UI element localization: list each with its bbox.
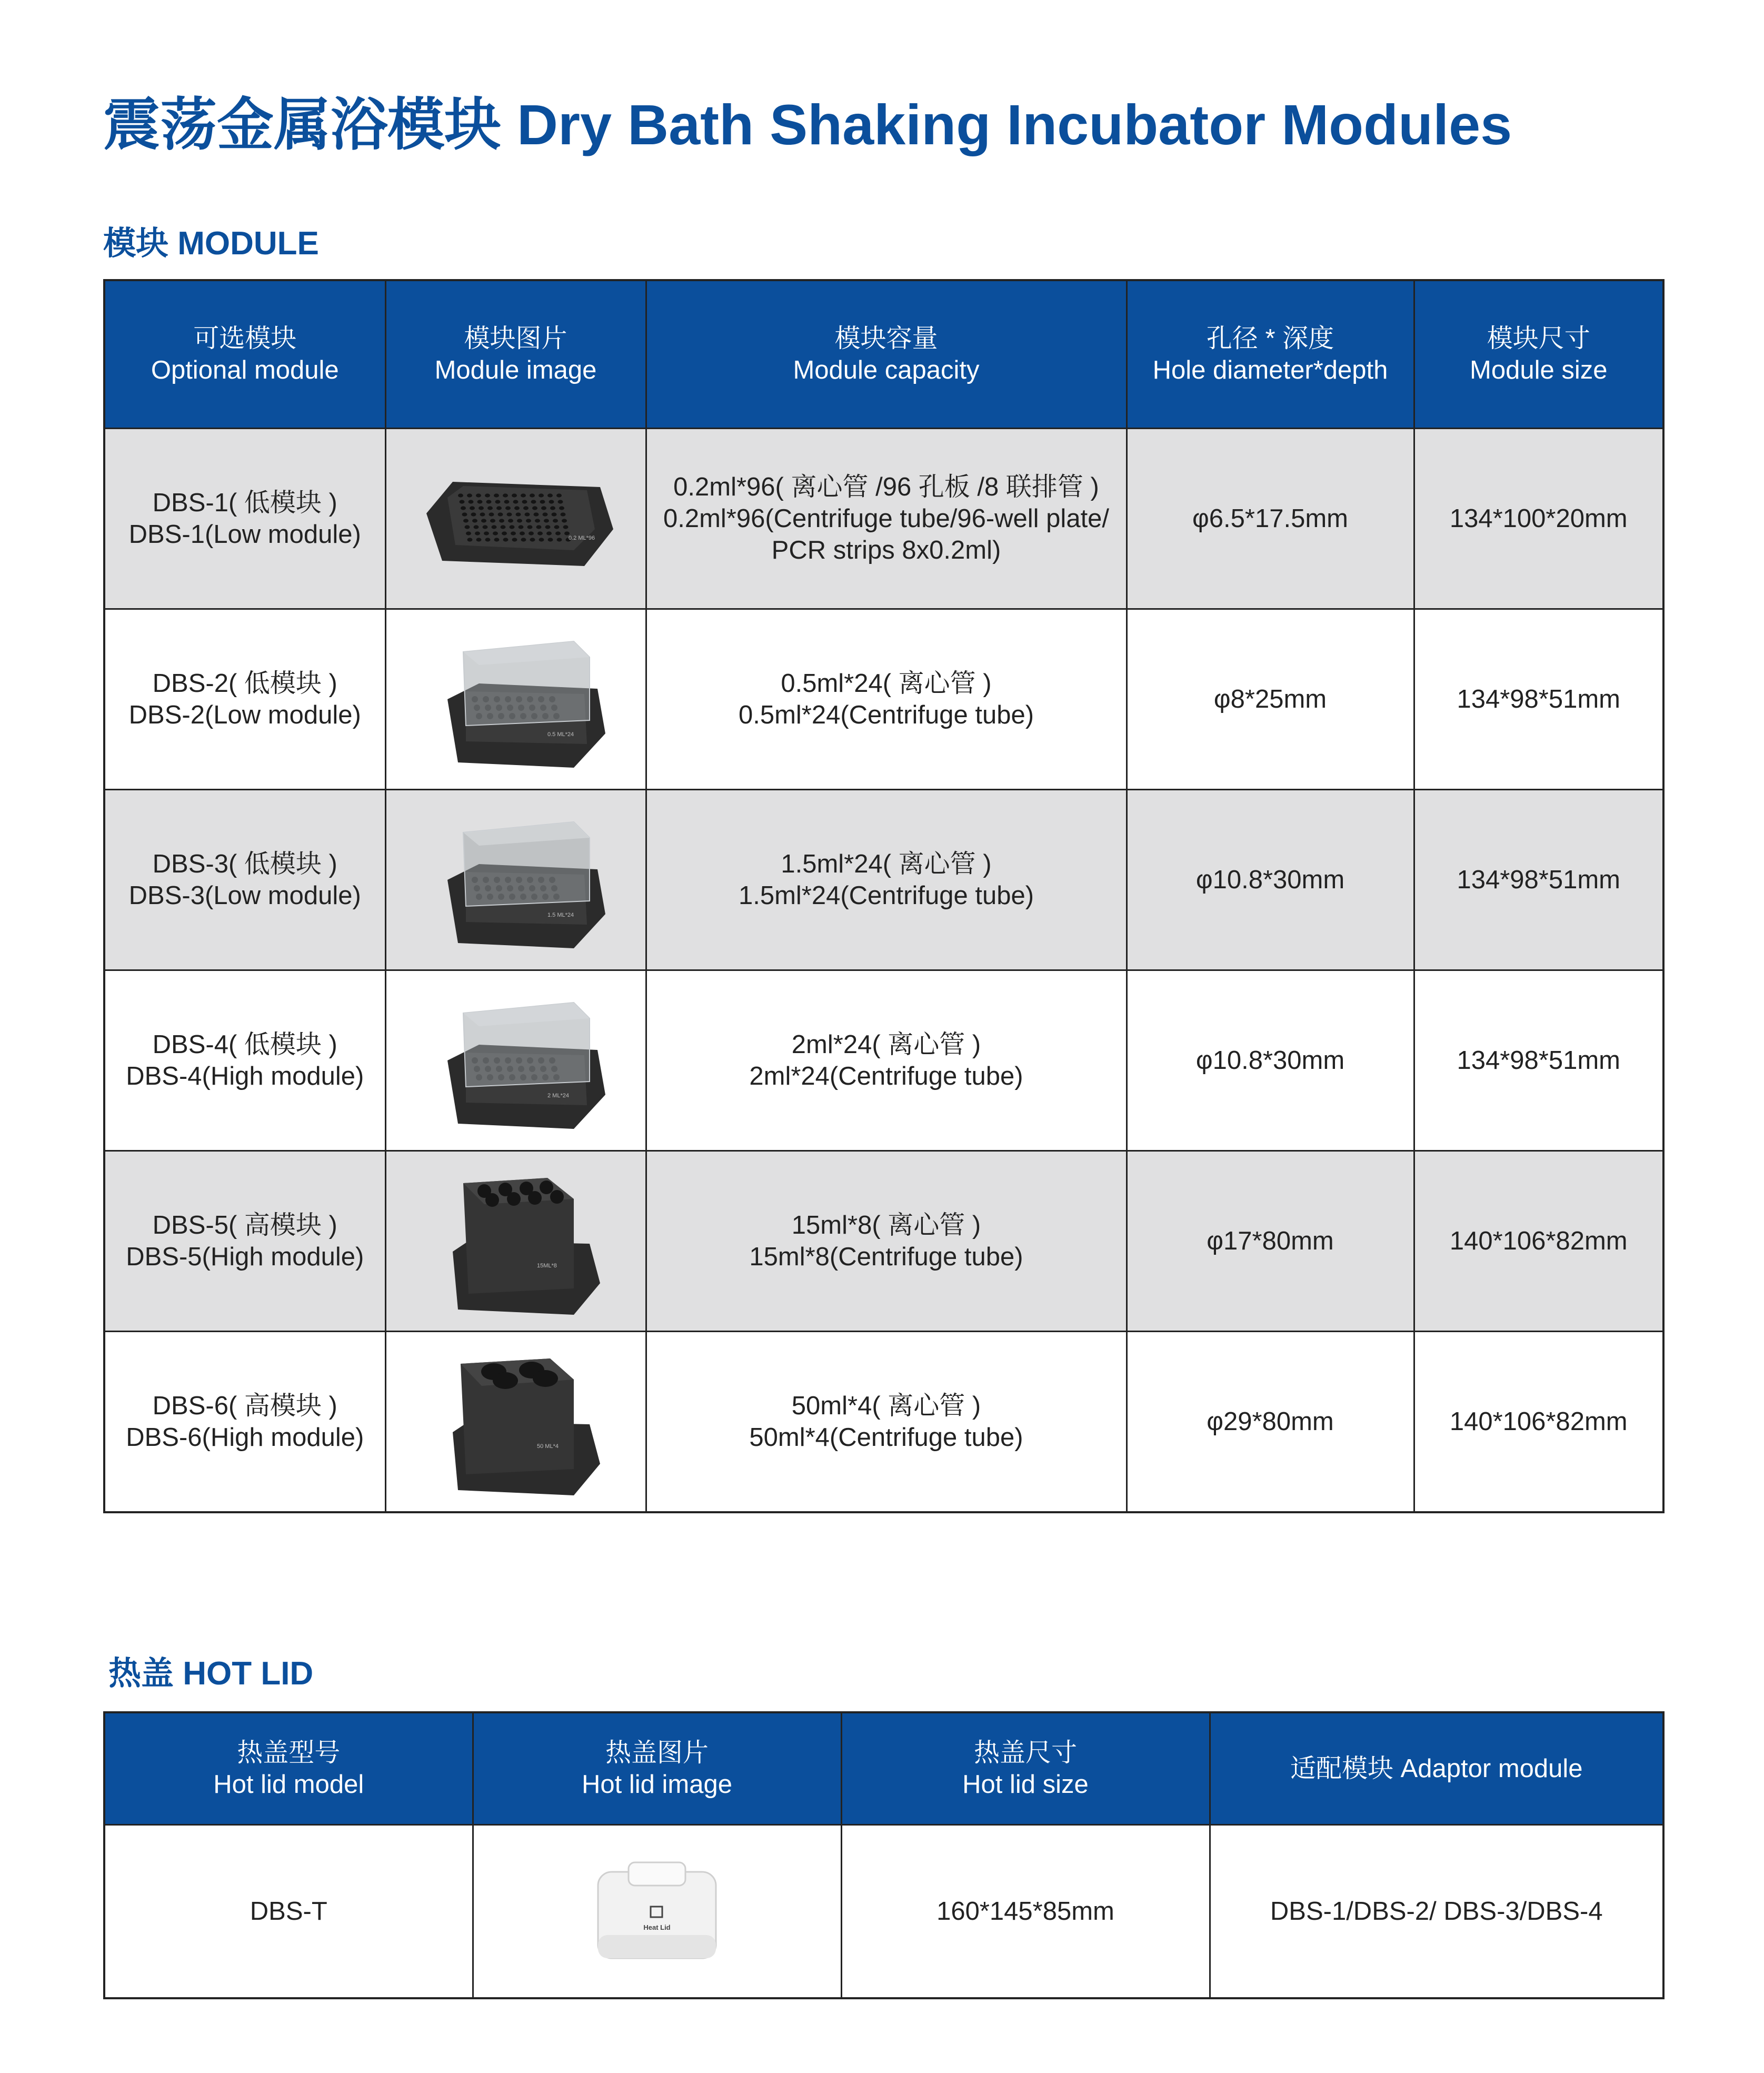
header-en: Hot lid model: [213, 1770, 364, 1799]
header-zh: 孔径 * 深度: [1206, 324, 1334, 353]
header-zh: 适配模块 Adaptor module: [1290, 1754, 1583, 1783]
module-image-label: 15ML*8: [536, 1263, 557, 1269]
module-image-label: 0.2 ML*96: [568, 535, 595, 541]
module-row: [104, 1332, 1663, 1513]
module-table: [103, 279, 1665, 1513]
model-en: DBS-1(Low module): [128, 520, 361, 549]
header-zh: 可选模块: [193, 324, 297, 353]
header-hole-diameter-depth: [1127, 280, 1414, 429]
header-en: Module image: [434, 356, 597, 384]
capacity-line: 50ml*4( 离心管 ): [791, 1392, 981, 1420]
header-en: Hot lid size: [962, 1770, 1089, 1799]
module-size-cell: 134*98*51mm: [1414, 790, 1663, 970]
module-row: [104, 970, 1663, 1151]
model-zh: DBS-3( 低模块 ): [152, 850, 337, 878]
hotlid-size-cell: 160*145*85mm: [841, 1825, 1210, 1999]
header-en: Hot lid image: [582, 1770, 732, 1799]
module-section-title: 模块 MODULE: [103, 225, 319, 262]
module-image-label: 1.5 ML*24: [547, 912, 574, 918]
module-size-cell: 134*100*20mm: [1414, 429, 1663, 609]
24-tube-block-image: [416, 620, 616, 778]
model-zh: DBS-6( 高模块 ): [152, 1392, 337, 1420]
header-en: Module capacity: [793, 356, 980, 384]
header-zh: 热盖型号: [237, 1739, 341, 1767]
capacity-line: 0.2ml*96( 离心管 /96 孔板 /8 联排管 ): [673, 473, 1099, 501]
header-hotlid-size: [841, 1712, 1210, 1825]
model-zh: DBS-4( 低模块 ): [152, 1030, 337, 1059]
module-image-cell: [385, 1332, 646, 1513]
module-model-cell: [104, 1332, 385, 1513]
page-title: 震荡金属浴模块 Dry Bath Shaking Incubator Modules: [103, 93, 1512, 156]
header-adaptor-module: [1210, 1712, 1663, 1825]
module-row: [104, 429, 1663, 609]
header-zh: 模块图片: [464, 324, 567, 353]
hole-size-cell: φ8*25mm: [1127, 609, 1414, 790]
capacity-line: 1.5ml*24( 离心管 ): [781, 850, 992, 878]
module-model-cell: [104, 790, 385, 970]
module-image-cell: [385, 1151, 646, 1332]
8-hole-tall-block-image: [421, 1162, 611, 1320]
hole-size-cell: φ29*80mm: [1127, 1332, 1414, 1513]
hotlid-image-cell: [473, 1825, 841, 1999]
module-model-cell: [104, 970, 385, 1151]
module-size-cell: 140*106*82mm: [1414, 1332, 1663, 1513]
24-tube-block-image: [416, 801, 616, 959]
header-zh: 模块容量: [834, 324, 938, 353]
header-module-image: [385, 280, 646, 429]
module-image-cell: [385, 790, 646, 970]
heat-lid-label: Heat Lid: [643, 1923, 671, 1931]
model-zh: DBS-5( 高模块 ): [152, 1211, 337, 1239]
model-zh: DBS-1( 低模块 ): [152, 489, 337, 517]
module-image-label: 2 ML*24: [547, 1093, 569, 1099]
module-model-cell: [104, 609, 385, 790]
header-zh: 模块尺寸: [1487, 324, 1590, 353]
header-en: Optional module: [151, 356, 339, 384]
module-row: [104, 1151, 1663, 1332]
header-en: Module size: [1470, 356, 1608, 384]
module-size-cell: 134*98*51mm: [1414, 970, 1663, 1151]
module-image-label: 0.5 ML*24: [547, 731, 574, 738]
capacity-line: 0.5ml*24(Centrifuge tube): [738, 701, 1034, 729]
module-image-label: 50 ML*4: [536, 1443, 559, 1450]
model-en: DBS-2(Low module): [128, 701, 361, 729]
header-module-capacity: [646, 280, 1127, 429]
module-image-cell: [385, 429, 646, 609]
4-hole-tall-block-image: [421, 1343, 611, 1501]
module-model-cell: [104, 1151, 385, 1332]
module-image-cell: [385, 970, 646, 1151]
capacity-line: PCR strips 8x0.2ml): [771, 536, 1001, 564]
capacity-line: 15ml*8(Centrifuge tube): [749, 1243, 1023, 1271]
module-capacity-cell: [646, 609, 1127, 790]
module-size-cell: 134*98*51mm: [1414, 609, 1663, 790]
heat-lid-image: [583, 1856, 731, 1967]
module-capacity-cell: [646, 1332, 1127, 1513]
hotlid-adaptor-cell: DBS-1/DBS-2/ DBS-3/DBS-4: [1210, 1825, 1663, 1999]
model-en: DBS-4(High module): [126, 1062, 364, 1090]
model-en: DBS-6(High module): [126, 1423, 364, 1452]
capacity-line: 50ml*4(Centrifuge tube): [749, 1423, 1023, 1452]
module-row: [104, 609, 1663, 790]
header-hotlid-image: [473, 1712, 841, 1825]
24-tube-block-image: [416, 981, 616, 1139]
header-en: Hole diameter*depth: [1152, 356, 1388, 384]
capacity-line: 15ml*8( 离心管 ): [791, 1211, 981, 1239]
module-table-header-row: [104, 280, 1663, 429]
hotlid-model-cell: DBS-T: [104, 1825, 473, 1999]
header-hotlid-model: [104, 1712, 473, 1825]
model-zh: DBS-2( 低模块 ): [152, 669, 337, 698]
module-image-cell: [385, 609, 646, 790]
model-en: DBS-5(High module): [126, 1243, 364, 1271]
hotlid-table-header-row: [104, 1712, 1663, 1825]
capacity-line: 2ml*24( 离心管 ): [791, 1030, 981, 1059]
header-optional-module: [104, 280, 385, 429]
capacity-line: 0.2ml*96(Centrifuge tube/96-well plate/: [663, 504, 1110, 533]
module-capacity-cell: [646, 1151, 1127, 1332]
module-capacity-cell: [646, 970, 1127, 1151]
header-module-size: [1414, 280, 1663, 429]
header-zh: 热盖尺寸: [973, 1739, 1077, 1767]
module-size-cell: 140*106*82mm: [1414, 1151, 1663, 1332]
module-capacity-cell: [646, 790, 1127, 970]
module-capacity-cell: [646, 429, 1127, 609]
module-row: [104, 790, 1663, 970]
header-zh: 热盖图片: [605, 1739, 709, 1767]
hotlid-section-title: 热盖 HOT LID: [108, 1655, 314, 1692]
module-model-cell: [104, 429, 385, 609]
hotlid-table: [103, 1711, 1665, 1999]
hole-size-cell: φ6.5*17.5mm: [1127, 429, 1414, 609]
capacity-line: 2ml*24(Centrifuge tube): [749, 1062, 1023, 1090]
hole-size-cell: φ10.8*30mm: [1127, 790, 1414, 970]
hotlid-row: [104, 1825, 1663, 1999]
capacity-line: 1.5ml*24(Centrifuge tube): [738, 881, 1034, 910]
model-en: DBS-3(Low module): [128, 881, 361, 910]
hole-size-cell: φ17*80mm: [1127, 1151, 1414, 1332]
96-well-block-image: [411, 461, 621, 577]
capacity-line: 0.5ml*24( 离心管 ): [781, 669, 992, 698]
hole-size-cell: φ10.8*30mm: [1127, 970, 1414, 1151]
